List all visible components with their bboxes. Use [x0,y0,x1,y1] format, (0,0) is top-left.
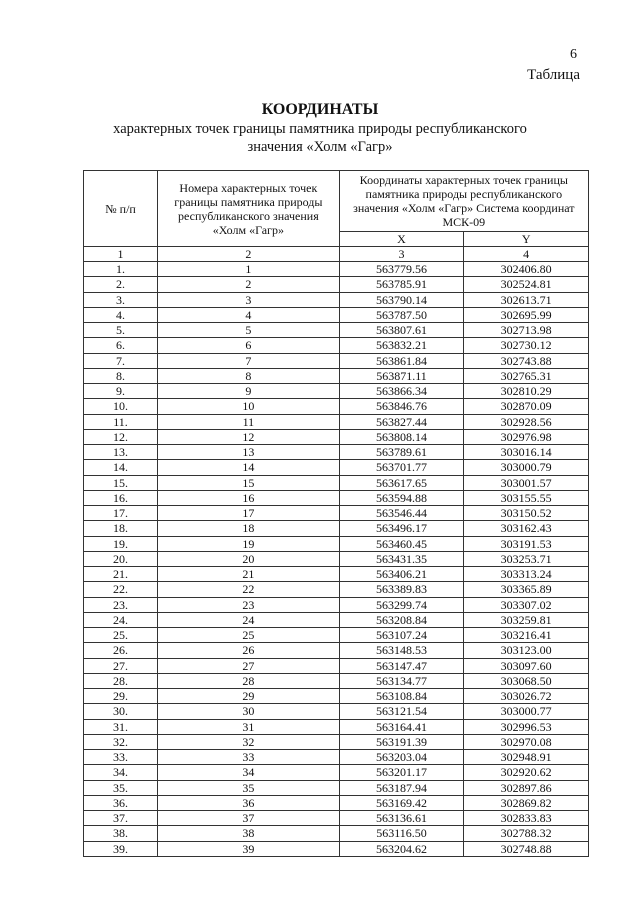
row-number-cell: 37. [84,811,158,826]
x-coordinate-cell: 563187.94 [339,780,464,795]
y-coordinate-cell: 303000.79 [464,460,589,475]
table-row [84,765,589,780]
table-row [84,490,589,505]
x-coordinate-cell: 563204.62 [339,841,464,856]
column-index-row [84,247,589,262]
row-number-cell: 6. [84,338,158,353]
y-coordinate-cell: 302996.53 [464,719,589,734]
y-coordinate-cell: 302524.81 [464,277,589,292]
y-coordinate-cell: 302810.29 [464,384,589,399]
point-number-cell: 3 [158,292,340,307]
point-number-cell: 9 [158,384,340,399]
row-number-cell: 27. [84,658,158,673]
row-number-cell: 32. [84,734,158,749]
x-coordinate-cell: 563134.77 [339,673,464,688]
point-number-cell: 17 [158,506,340,521]
x-coordinate-cell: 563617.65 [339,475,464,490]
y-coordinate-cell: 303026.72 [464,689,589,704]
table-row [84,277,589,292]
row-number-cell: 10. [84,399,158,414]
table-row [84,323,589,338]
point-number-cell: 19 [158,536,340,551]
row-number-cell: 31. [84,719,158,734]
row-number-cell: 19. [84,536,158,551]
point-number-cell: 12 [158,429,340,444]
table-row [84,475,589,490]
row-number-cell: 29. [84,689,158,704]
y-coordinate-cell: 303162.43 [464,521,589,536]
point-number-cell: 11 [158,414,340,429]
coordinates-table [83,170,589,857]
x-coordinate-cell: 563431.35 [339,551,464,566]
row-number-cell: 22. [84,582,158,597]
point-number-cell: 38 [158,826,340,841]
row-number-cell: 13. [84,445,158,460]
table-row [84,460,589,475]
row-number-cell: 16. [84,490,158,505]
x-coordinate-cell: 563116.50 [339,826,464,841]
y-coordinate-cell: 302948.91 [464,750,589,765]
point-number-cell: 13 [158,445,340,460]
table-row [84,307,589,322]
x-coordinate-cell: 563406.21 [339,567,464,582]
x-coordinate-cell: 563866.34 [339,384,464,399]
table-row [84,429,589,444]
table-row [84,292,589,307]
row-number-cell: 18. [84,521,158,536]
y-coordinate-cell: 303000.77 [464,704,589,719]
row-number-cell: 26. [84,643,158,658]
y-coordinate-cell: 302920.62 [464,765,589,780]
point-number-cell: 21 [158,567,340,582]
x-coordinate-cell: 563827.44 [339,414,464,429]
row-number-cell: 7. [84,353,158,368]
row-number-cell: 20. [84,551,158,566]
y-coordinate-cell: 302613.71 [464,292,589,307]
point-number-cell: 6 [158,338,340,353]
point-number-cell: 8 [158,368,340,383]
x-coordinate-cell: 563460.45 [339,536,464,551]
table-row [84,826,589,841]
y-coordinate-cell: 303253.71 [464,551,589,566]
row-number-cell: 33. [84,750,158,765]
row-number-cell: 30. [84,704,158,719]
y-coordinate-cell: 302897.86 [464,780,589,795]
x-coordinate-cell: 563147.47 [339,658,464,673]
table-row [84,521,589,536]
row-number-cell: 4. [84,307,158,322]
table-row [84,780,589,795]
table-row [84,704,589,719]
y-coordinate-cell: 302695.99 [464,307,589,322]
table-row [84,353,589,368]
x-coordinate-cell: 563121.54 [339,704,464,719]
y-coordinate-cell: 302869.82 [464,795,589,810]
y-coordinate-cell: 303123.00 [464,643,589,658]
point-number-cell: 29 [158,689,340,704]
page-number: 6 [570,47,577,62]
y-coordinate-cell: 303216.41 [464,628,589,643]
table-body [84,262,589,857]
x-coordinate-cell: 563203.04 [339,750,464,765]
table-row [84,414,589,429]
y-coordinate-cell: 303068.50 [464,673,589,688]
row-number-cell: 25. [84,628,158,643]
subtitle-line: характерных точек границы памятника природы республиканского [113,121,527,137]
x-coordinate-cell: 563871.11 [339,368,464,383]
y-coordinate-cell: 303097.60 [464,658,589,673]
x-coordinate-cell: 563107.24 [339,628,464,643]
row-number-cell: 28. [84,673,158,688]
row-number-cell: 8. [84,368,158,383]
point-number-cell: 32 [158,734,340,749]
x-coordinate-cell: 563861.84 [339,353,464,368]
row-number-cell: 14. [84,460,158,475]
row-number-cell: 21. [84,567,158,582]
y-coordinate-cell: 303307.02 [464,597,589,612]
table-row [84,384,589,399]
point-number-cell: 24 [158,612,340,627]
point-number-cell: 35 [158,780,340,795]
row-number-cell: 3. [84,292,158,307]
y-coordinate-cell: 303155.55 [464,490,589,505]
point-number-cell: 33 [158,750,340,765]
x-coordinate-cell: 563148.53 [339,643,464,658]
row-number-cell: 34. [84,765,158,780]
point-number-cell: 4 [158,307,340,322]
point-number-cell: 31 [158,719,340,734]
y-coordinate-cell: 302730.12 [464,338,589,353]
point-number-cell: 26 [158,643,340,658]
x-coordinate-cell: 563169.42 [339,795,464,810]
column-index: 1 [84,247,158,262]
point-number-cell: 10 [158,399,340,414]
row-number-cell: 39. [84,841,158,856]
title-block [0,100,640,156]
point-number-cell: 2 [158,277,340,292]
column-index: 2 [158,247,340,262]
point-number-cell: 14 [158,460,340,475]
point-number-cell: 1 [158,262,340,277]
y-coordinate-cell: 303150.52 [464,506,589,521]
table-row [84,643,589,658]
row-number-cell: 1. [84,262,158,277]
point-number-cell: 20 [158,551,340,566]
x-coordinate-cell: 563787.50 [339,307,464,322]
y-coordinate-cell: 302788.32 [464,826,589,841]
table-row [84,734,589,749]
row-number-cell: 38. [84,826,158,841]
row-number-cell: 24. [84,612,158,627]
point-number-cell: 22 [158,582,340,597]
table-row [84,673,589,688]
y-coordinate-cell: 302928.56 [464,414,589,429]
table-row [84,811,589,826]
table-row [84,597,589,612]
subtitle-line: значения «Холм «Гагр» [247,139,393,155]
table-row [84,628,589,643]
table-row [84,719,589,734]
point-number-cell: 15 [158,475,340,490]
header-coordinates: Координаты характерных точек границы памятника природы республиканского значения «Холм «Гагр» Система координат МСК-09 [339,171,588,232]
point-number-cell: 7 [158,353,340,368]
header-y: Y [464,232,589,247]
y-coordinate-cell: 303365.89 [464,582,589,597]
table-row [84,551,589,566]
point-number-cell: 27 [158,658,340,673]
header-number: № п/п [84,171,158,247]
y-coordinate-cell: 303313.24 [464,567,589,582]
row-number-cell: 11. [84,414,158,429]
point-number-cell: 36 [158,795,340,810]
row-number-cell: 9. [84,384,158,399]
point-number-cell: 37 [158,811,340,826]
y-coordinate-cell: 302406.80 [464,262,589,277]
row-number-cell: 15. [84,475,158,490]
header-points: Номера характерных точек границы памятника природы республиканского значения «Холм «Гагр» [158,171,340,247]
x-coordinate-cell: 563208.84 [339,612,464,627]
table-row [84,262,589,277]
x-coordinate-cell: 563546.44 [339,506,464,521]
table-row [84,658,589,673]
x-coordinate-cell: 563785.91 [339,277,464,292]
x-coordinate-cell: 563807.61 [339,323,464,338]
x-coordinate-cell: 563832.21 [339,338,464,353]
y-coordinate-cell: 302970.08 [464,734,589,749]
point-number-cell: 5 [158,323,340,338]
document-title: КООРДИНАТЫ [261,101,379,118]
point-number-cell: 16 [158,490,340,505]
x-coordinate-cell: 563201.17 [339,765,464,780]
point-number-cell: 39 [158,841,340,856]
table-row [84,338,589,353]
row-number-cell: 23. [84,597,158,612]
y-coordinate-cell: 302743.88 [464,353,589,368]
y-coordinate-cell: 303016.14 [464,445,589,460]
y-coordinate-cell: 302713.98 [464,323,589,338]
table-row [84,582,589,597]
row-number-cell: 2. [84,277,158,292]
table-row [84,567,589,582]
column-index: 3 [339,247,464,262]
table-row [84,750,589,765]
point-number-cell: 25 [158,628,340,643]
table-row [84,612,589,627]
point-number-cell: 34 [158,765,340,780]
x-coordinate-cell: 563779.56 [339,262,464,277]
x-coordinate-cell: 563790.14 [339,292,464,307]
x-coordinate-cell: 563496.17 [339,521,464,536]
row-number-cell: 12. [84,429,158,444]
table-row [84,399,589,414]
x-coordinate-cell: 563789.61 [339,445,464,460]
table-row [84,368,589,383]
x-coordinate-cell: 563136.61 [339,811,464,826]
table-row [84,536,589,551]
y-coordinate-cell: 303191.53 [464,536,589,551]
table-row [84,841,589,856]
table-row [84,506,589,521]
table-label: Таблица [527,67,580,83]
y-coordinate-cell: 302748.88 [464,841,589,856]
y-coordinate-cell: 302765.31 [464,368,589,383]
point-number-cell: 18 [158,521,340,536]
y-coordinate-cell: 302976.98 [464,429,589,444]
point-number-cell: 23 [158,597,340,612]
row-number-cell: 5. [84,323,158,338]
x-coordinate-cell: 563108.84 [339,689,464,704]
table-row [84,445,589,460]
x-coordinate-cell: 563191.39 [339,734,464,749]
x-coordinate-cell: 563594.88 [339,490,464,505]
x-coordinate-cell: 563164.41 [339,719,464,734]
x-coordinate-cell: 563808.14 [339,429,464,444]
row-number-cell: 17. [84,506,158,521]
column-index: 4 [464,247,589,262]
x-coordinate-cell: 563846.76 [339,399,464,414]
row-number-cell: 35. [84,780,158,795]
y-coordinate-cell: 302833.83 [464,811,589,826]
row-number-cell: 36. [84,795,158,810]
y-coordinate-cell: 303259.81 [464,612,589,627]
point-number-cell: 28 [158,673,340,688]
table-row [84,795,589,810]
header-x: X [339,232,464,247]
x-coordinate-cell: 563389.83 [339,582,464,597]
point-number-cell: 30 [158,704,340,719]
table-row [84,689,589,704]
x-coordinate-cell: 563701.77 [339,460,464,475]
y-coordinate-cell: 302870.09 [464,399,589,414]
x-coordinate-cell: 563299.74 [339,597,464,612]
y-coordinate-cell: 303001.57 [464,475,589,490]
